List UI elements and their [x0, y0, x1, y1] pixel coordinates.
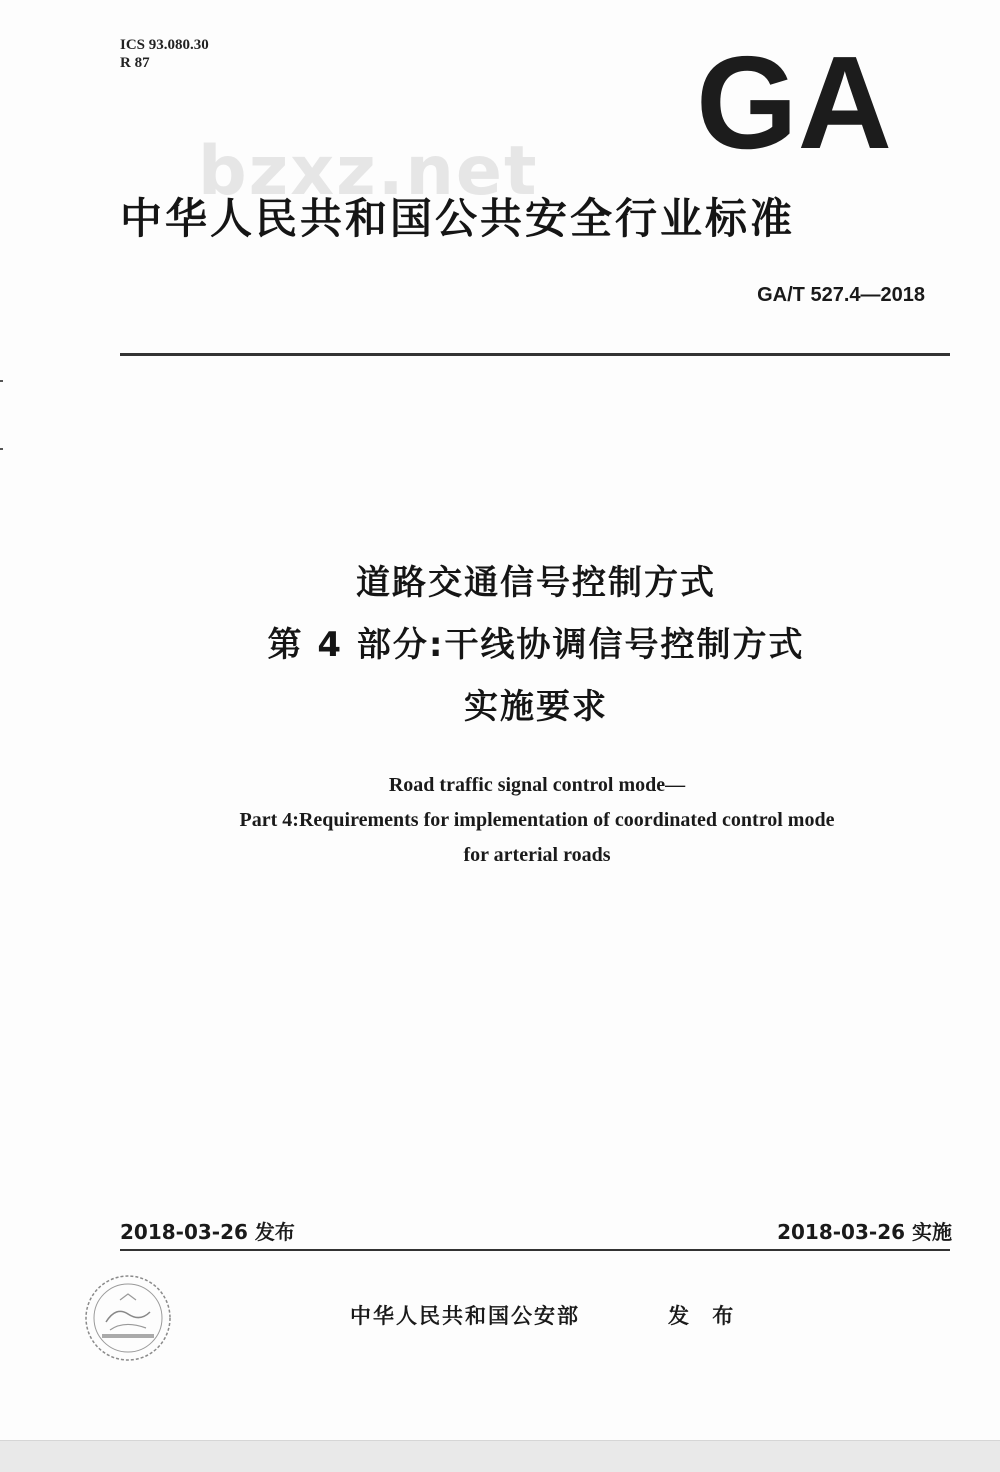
issue-date: 2018-03-26 发布 — [120, 1220, 295, 1244]
viewer-bottom-bar — [0, 1440, 1000, 1472]
classification-codes — [120, 36, 209, 72]
english-title-line-3: for arterial roads — [463, 844, 611, 866]
english-title-line-2: Part 4:Requirements for implementation of coordinated control mode — [239, 809, 835, 831]
class-code: R 87 — [120, 55, 150, 71]
library-stamp-seal — [80, 1270, 176, 1366]
english-title-line-1: Road traffic signal control mode— — [388, 774, 686, 796]
ga-logo-text: GA — [696, 42, 892, 154]
ga-logo — [694, 42, 894, 154]
chinese-title — [0, 552, 1000, 738]
watermark: bzxz.net — [198, 132, 539, 211]
chinese-title-line-3: 实施要求 — [464, 687, 608, 727]
issuing-authority: 中华人民共和国公安部 — [350, 1304, 580, 1328]
header-rule — [120, 353, 950, 356]
issue-label: 发 布 — [668, 1304, 742, 1328]
standard-heading: 中华人民共和国公共安全行业标准 — [120, 194, 796, 243]
chinese-title-line-1: 道路交通信号控制方式 — [356, 563, 716, 603]
scan-marks — [0, 380, 4, 460]
implementation-date: 2018-03-26 实施 — [777, 1220, 952, 1244]
ics-code: ICS 93.080.30 — [120, 37, 209, 53]
english-title — [0, 768, 1000, 873]
chinese-title-line-2: 第 4 部分:干线协调信号控制方式 — [267, 625, 805, 665]
footer-rule — [120, 1249, 950, 1251]
standard-code: GA/T 527.4—2018 — [757, 284, 925, 306]
